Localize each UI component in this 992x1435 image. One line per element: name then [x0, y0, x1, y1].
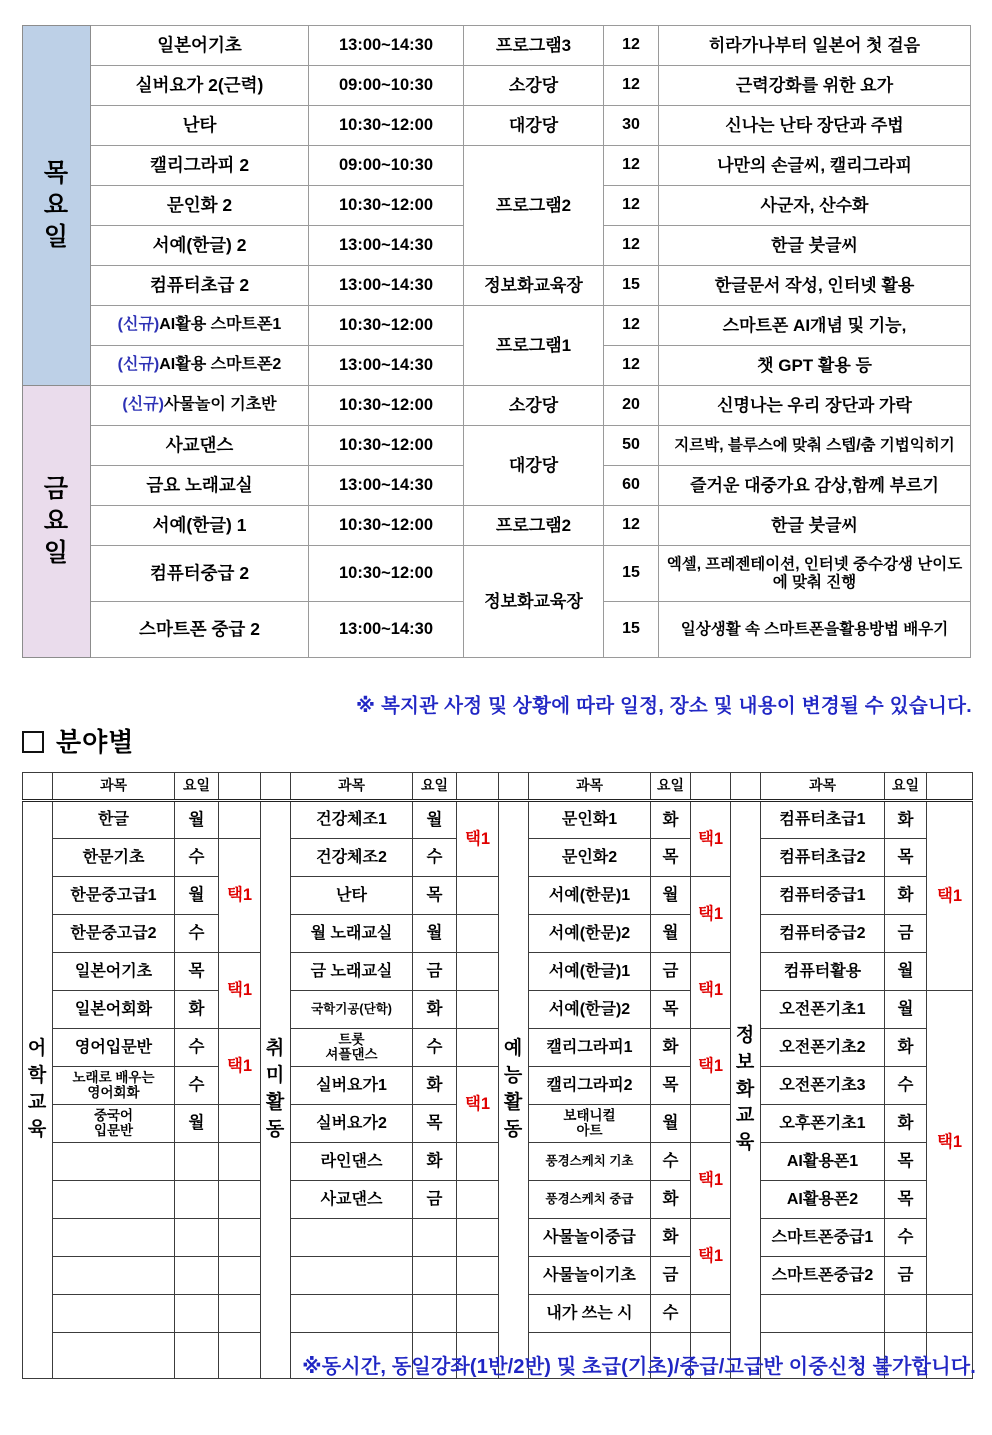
- course-time: 13:00~14:30: [309, 266, 464, 306]
- course-time: 09:00~10:30: [309, 66, 464, 106]
- subject-cell: 일본어기초: [53, 953, 175, 991]
- course-capacity: 20: [604, 386, 659, 426]
- course-time: 10:30~12:00: [309, 506, 464, 546]
- subject-cell: 풍경스케치 중급: [529, 1181, 651, 1219]
- pick-cell-empty: [219, 801, 261, 839]
- course-time: 13:00~14:30: [309, 466, 464, 506]
- course-description: 스마트폰 AI개념 및 기능,: [659, 306, 971, 346]
- section-heading-by-field: [22, 722, 134, 759]
- category-row: [23, 1257, 973, 1295]
- pick-cell-empty: [219, 1143, 261, 1181]
- subject-cell: 내가 쓰는 시: [529, 1295, 651, 1333]
- subject-cell: 오전폰기초3: [761, 1067, 885, 1105]
- day-cell: 화: [413, 1143, 457, 1181]
- day-cell: 월: [885, 991, 927, 1029]
- course-description: 챗 GPT 활용 등: [659, 346, 971, 386]
- day-cell-empty: [175, 1257, 219, 1295]
- subject-cell: 컴퓨터초급2: [761, 839, 885, 877]
- course-place: 정보화교육장: [464, 266, 604, 306]
- subject-cell: 컴퓨터활용: [761, 953, 885, 991]
- schedule-row: [23, 386, 971, 426]
- course-description: 신명나는 우리 장단과 가락: [659, 386, 971, 426]
- course-time: 10:30~12:00: [309, 186, 464, 226]
- course-place: 대강당: [464, 106, 604, 146]
- pick-one-marker: 택1: [691, 1029, 731, 1105]
- day-cell: 수: [175, 1029, 219, 1067]
- course-description: 사군자, 산수화: [659, 186, 971, 226]
- course-name: 컴퓨터초급 2: [91, 266, 309, 306]
- day-cell: 목: [651, 839, 691, 877]
- day-cell: 금: [413, 1181, 457, 1219]
- subject-cell: 서예(한글)2: [529, 991, 651, 1029]
- day-cell: 금: [651, 1257, 691, 1295]
- schedule-row: [23, 146, 971, 186]
- subject-cell: 문인화2: [529, 839, 651, 877]
- course-description: 즐거운 대중가요 감상,함께 부르기: [659, 466, 971, 506]
- course-place: 프로그램1: [464, 306, 604, 386]
- subject-cell-empty: [291, 1219, 413, 1257]
- day-cell: 수: [651, 1295, 691, 1333]
- schedule-row: [23, 106, 971, 146]
- category-row: [23, 991, 973, 1029]
- subject-cell: 국학기공(단학): [291, 991, 413, 1029]
- course-name: 일본어기초: [91, 26, 309, 66]
- course-description: 신나는 난타 장단과 주법: [659, 106, 971, 146]
- course-time: 13:00~14:30: [309, 226, 464, 266]
- category-row: [23, 877, 973, 915]
- category-row: [23, 1029, 973, 1067]
- subject-cell-empty: [53, 1219, 175, 1257]
- day-cell: 월: [413, 915, 457, 953]
- day-cell-empty: [413, 1295, 457, 1333]
- course-description: 나만의 손글씨, 캘리그라피: [659, 146, 971, 186]
- pick-header-0: [219, 773, 261, 801]
- subject-cell: AI활용폰2: [761, 1181, 885, 1219]
- course-name: 서예(한글) 2: [91, 226, 309, 266]
- subject-cell: 일본어회화: [53, 991, 175, 1029]
- weekly-schedule-table: [22, 25, 971, 658]
- subject-cell-empty: [53, 1143, 175, 1181]
- subject-header-0: 과목: [53, 773, 175, 801]
- course-name: 스마트폰 중급 2: [91, 602, 309, 658]
- course-capacity: 12: [604, 306, 659, 346]
- pick-cell-empty: [457, 877, 499, 915]
- day-cell: 화: [413, 1067, 457, 1105]
- course-description: 지르박, 블루스에 맞춰 스텝/춤 기법익히기: [659, 426, 971, 466]
- subject-cell: 한글: [53, 801, 175, 839]
- subject-cell: 서예(한문)1: [529, 877, 651, 915]
- day-cell: 수: [413, 1029, 457, 1067]
- course-place: 프로그램2: [464, 506, 604, 546]
- day-cell: 금: [885, 1257, 927, 1295]
- course-description: 한글 붓글씨: [659, 226, 971, 266]
- subject-cell: 건강체조1: [291, 801, 413, 839]
- subject-cell: 서예(한글)1: [529, 953, 651, 991]
- category-row: [23, 1295, 973, 1333]
- course-capacity: 12: [604, 346, 659, 386]
- subject-cell-empty: [291, 1257, 413, 1295]
- subject-cell: 오후폰기초1: [761, 1105, 885, 1143]
- course-capacity: 12: [604, 66, 659, 106]
- course-time: 10:30~12:00: [309, 426, 464, 466]
- pick-cell-empty: [219, 1257, 261, 1295]
- course-place: 대강당: [464, 426, 604, 506]
- subject-cell: 실버요가2: [291, 1105, 413, 1143]
- schedule-row: [23, 306, 971, 346]
- subject-cell: 풍경스케치 기초: [529, 1143, 651, 1181]
- schedule-row: [23, 546, 971, 602]
- course-place: 프로그램3: [464, 26, 604, 66]
- pick-cell-empty: [691, 1295, 731, 1333]
- course-description: 일상생활 속 스마트폰을활용방법 배우기: [659, 602, 971, 658]
- course-name: (신규)AI활용 스마트폰2: [91, 346, 309, 386]
- course-time: 10:30~12:00: [309, 546, 464, 602]
- group-label-header-3: [731, 773, 761, 801]
- day-cell: 수: [651, 1143, 691, 1181]
- course-time: 13:00~14:30: [309, 26, 464, 66]
- course-name: 사교댄스: [91, 426, 309, 466]
- course-place: 정보화교육장: [464, 546, 604, 658]
- category-row: [23, 915, 973, 953]
- day-cell: 목: [651, 1067, 691, 1105]
- day-cell: 화: [885, 877, 927, 915]
- pick-cell-empty: [457, 991, 499, 1029]
- course-time: 13:00~14:30: [309, 602, 464, 658]
- day-cell-empty: [413, 1219, 457, 1257]
- day-cell: 목: [413, 877, 457, 915]
- course-capacity: 12: [604, 506, 659, 546]
- category-row: [23, 1143, 973, 1181]
- day-cell-empty: [175, 1219, 219, 1257]
- pick-cell-empty: [457, 953, 499, 991]
- subject-cell: 캘리그라피2: [529, 1067, 651, 1105]
- subject-cell: 스마트폰중급2: [761, 1257, 885, 1295]
- day-cell: 월: [175, 877, 219, 915]
- pick-cell-empty: [691, 1105, 731, 1143]
- day-label-금요일: 금 요 일: [23, 386, 91, 658]
- subject-cell-empty: [761, 1295, 885, 1333]
- day-cell: 월: [413, 801, 457, 839]
- schedule-row: [23, 66, 971, 106]
- day-cell: 수: [885, 1067, 927, 1105]
- course-name: 컴퓨터중급 2: [91, 546, 309, 602]
- subject-cell-empty: [53, 1257, 175, 1295]
- subject-cell: 한문중고급2: [53, 915, 175, 953]
- subject-cell: 서예(한문)2: [529, 915, 651, 953]
- course-capacity: 15: [604, 602, 659, 658]
- course-name: 난타: [91, 106, 309, 146]
- day-cell-empty: [413, 1257, 457, 1295]
- course-place: 소강당: [464, 386, 604, 426]
- day-header-0: 요일: [175, 773, 219, 801]
- schedule-row: [23, 506, 971, 546]
- group-label-header-0: [23, 773, 53, 801]
- weekly-schedule-table-wrapper: [22, 25, 970, 658]
- day-cell: 목: [175, 953, 219, 991]
- course-description: 엑셀, 프레젠테이션, 인터넷 중수강생 난이도에 맞춰 진행: [659, 546, 971, 602]
- course-capacity: 12: [604, 146, 659, 186]
- course-name: 실버요가 2(근력): [91, 66, 309, 106]
- schedule-change-notice: ※ 복지관 사정 및 상황에 따라 일정, 장소 및 내용이 변경될 수 있습니다.: [355, 695, 972, 717]
- subject-cell-empty: [291, 1295, 413, 1333]
- course-capacity: 12: [604, 186, 659, 226]
- course-time: 09:00~10:30: [309, 146, 464, 186]
- course-name: 캘리그라피 2: [91, 146, 309, 186]
- day-cell: 목: [885, 1143, 927, 1181]
- course-capacity: 15: [604, 266, 659, 306]
- subject-cell: 한문중고급1: [53, 877, 175, 915]
- day-cell: 금: [651, 953, 691, 991]
- subject-cell: 한문기초: [53, 839, 175, 877]
- schedule-row: [23, 26, 971, 66]
- pick-one-marker: 택1: [691, 1219, 731, 1295]
- course-place: 프로그램2: [464, 146, 604, 266]
- pick-cell-empty: [457, 1219, 499, 1257]
- subject-cell: 스마트폰중급1: [761, 1219, 885, 1257]
- pick-cell-empty: [457, 1181, 499, 1219]
- subject-cell: 영어입문반: [53, 1029, 175, 1067]
- subject-cell: 실버요가1: [291, 1067, 413, 1105]
- pick-header-2: [691, 773, 731, 801]
- course-time: 10:30~12:00: [309, 386, 464, 426]
- day-cell: 목: [885, 839, 927, 877]
- subject-cell: 오전폰기초1: [761, 991, 885, 1029]
- course-capacity: 15: [604, 546, 659, 602]
- course-time: 13:00~14:30: [309, 346, 464, 386]
- course-name: (신규)사물놀이 기초반: [91, 386, 309, 426]
- day-cell-empty: [885, 1295, 927, 1333]
- pick-one-marker: 택1: [927, 991, 973, 1295]
- pick-cell-empty: [219, 1295, 261, 1333]
- pick-one-marker: 택1: [691, 877, 731, 953]
- course-capacity: 60: [604, 466, 659, 506]
- subject-cell-empty: [53, 1181, 175, 1219]
- day-cell-empty: [175, 1295, 219, 1333]
- duplicate-application-notice: ※동시간, 동일강좌(1반/2반) 및 초급(기초)/중급/고급반 이중신청 불가합니다.: [302, 1356, 976, 1378]
- course-name: (신규)AI활용 스마트폰1: [91, 306, 309, 346]
- subject-cell: 사물놀이기초: [529, 1257, 651, 1295]
- day-cell: 월: [175, 1105, 219, 1143]
- day-cell: 월: [651, 1105, 691, 1143]
- pick-header-1: [457, 773, 499, 801]
- day-cell: 수: [175, 1067, 219, 1105]
- subject-cell: 난타: [291, 877, 413, 915]
- day-header-1: 요일: [413, 773, 457, 801]
- section-heading-label: 분야별: [56, 727, 135, 757]
- subject-cell: 컴퓨터중급1: [761, 877, 885, 915]
- day-cell: 금: [413, 953, 457, 991]
- course-description: 근력강화를 위한 요가: [659, 66, 971, 106]
- course-name: 금요 노래교실: [91, 466, 309, 506]
- pick-one-marker: 택1: [457, 1067, 499, 1143]
- day-cell: 수: [175, 915, 219, 953]
- pick-cell-empty: [219, 1219, 261, 1257]
- day-cell: 수: [885, 1219, 927, 1257]
- course-place: 소강당: [464, 66, 604, 106]
- day-cell: 화: [651, 1029, 691, 1067]
- course-description: 한글 붓글씨: [659, 506, 971, 546]
- category-row: [23, 1219, 973, 1257]
- day-cell: 화: [413, 991, 457, 1029]
- subject-cell: AI활용폰1: [761, 1143, 885, 1181]
- pick-cell-empty: [457, 1029, 499, 1067]
- subject-cell: 중국어 입문반: [53, 1105, 175, 1143]
- day-cell: 화: [175, 991, 219, 1029]
- course-capacity: 12: [604, 226, 659, 266]
- pick-cell-empty: [219, 1105, 261, 1143]
- day-cell: 월: [651, 877, 691, 915]
- subject-cell: 사물놀이중급: [529, 1219, 651, 1257]
- group-name-예능활동: 예 능 활 동: [499, 801, 529, 1379]
- day-cell: 수: [413, 839, 457, 877]
- category-row: [23, 953, 973, 991]
- subject-cell: 금 노래교실: [291, 953, 413, 991]
- course-name: 서예(한글) 1: [91, 506, 309, 546]
- course-capacity: 50: [604, 426, 659, 466]
- pick-cell-empty: [457, 1257, 499, 1295]
- pick-cell-empty: [927, 1295, 973, 1333]
- category-table: [22, 772, 973, 1379]
- pick-cell-empty: [457, 1295, 499, 1333]
- day-cell: 월: [175, 801, 219, 839]
- subject-cell-empty: [53, 1295, 175, 1333]
- day-cell: 월: [885, 953, 927, 991]
- category-row: [23, 801, 973, 839]
- pick-one-marker: 택1: [691, 953, 731, 1029]
- subject-cell: 노래로 배우는 영어회화: [53, 1067, 175, 1105]
- subject-cell: 컴퓨터중급2: [761, 915, 885, 953]
- group-name-어학교육: 어 학 교 육: [23, 801, 53, 1379]
- day-label-목요일: 목 요 일: [23, 26, 91, 386]
- course-name: 문인화 2: [91, 186, 309, 226]
- subject-header-1: 과목: [291, 773, 413, 801]
- group-label-header-1: [261, 773, 291, 801]
- day-cell: 화: [651, 801, 691, 839]
- subject-cell: 문인화1: [529, 801, 651, 839]
- course-capacity: 12: [604, 26, 659, 66]
- day-cell: 수: [175, 839, 219, 877]
- square-bullet-icon: [22, 731, 44, 753]
- day-cell: 화: [651, 1219, 691, 1257]
- course-capacity: 30: [604, 106, 659, 146]
- subject-header-3: 과목: [761, 773, 885, 801]
- day-cell: 월: [651, 915, 691, 953]
- course-description: 한글문서 작성, 인터넷 활용: [659, 266, 971, 306]
- pick-one-marker: 택1: [927, 801, 973, 991]
- subject-cell: 사교댄스: [291, 1181, 413, 1219]
- course-description: 히라가나부터 일본어 첫 걸음: [659, 26, 971, 66]
- day-cell: 목: [651, 991, 691, 1029]
- pick-one-marker: 택1: [457, 801, 499, 877]
- pick-cell-empty: [457, 1143, 499, 1181]
- pick-one-marker: 택1: [691, 1143, 731, 1219]
- pick-header-3: [927, 773, 973, 801]
- subject-cell: 라인댄스: [291, 1143, 413, 1181]
- subject-cell: 캘리그라피1: [529, 1029, 651, 1067]
- schedule-row: [23, 426, 971, 466]
- group-label-header-2: [499, 773, 529, 801]
- course-time: 10:30~12:00: [309, 306, 464, 346]
- day-cell: 화: [885, 801, 927, 839]
- pick-cell-empty: [219, 1181, 261, 1219]
- category-row: [23, 1181, 973, 1219]
- pick-cell-empty: [457, 915, 499, 953]
- group-name-취미활동: 취 미 활 동: [261, 801, 291, 1379]
- day-header-2: 요일: [651, 773, 691, 801]
- category-header-row: [23, 773, 973, 801]
- subject-cell: 보태니컬 아트: [529, 1105, 651, 1143]
- subject-cell: 월 노래교실: [291, 915, 413, 953]
- pick-one-marker: 택1: [219, 839, 261, 953]
- subject-cell: 컴퓨터초급1: [761, 801, 885, 839]
- schedule-row: [23, 266, 971, 306]
- pick-one-marker: 택1: [691, 801, 731, 877]
- day-header-3: 요일: [885, 773, 927, 801]
- subject-cell: 건강체조2: [291, 839, 413, 877]
- group-name-정보화교육: 정 보 화 교 육: [731, 801, 761, 1379]
- day-cell: 화: [651, 1181, 691, 1219]
- course-time: 10:30~12:00: [309, 106, 464, 146]
- subject-cell: 트롯 셔플댄스: [291, 1029, 413, 1067]
- category-table-wrapper: [22, 772, 972, 1379]
- day-cell: 화: [885, 1105, 927, 1143]
- category-row: [23, 1067, 973, 1105]
- day-cell: 금: [885, 915, 927, 953]
- day-cell: 목: [885, 1181, 927, 1219]
- subject-header-2: 과목: [529, 773, 651, 801]
- subject-cell: 오전폰기초2: [761, 1029, 885, 1067]
- day-cell-empty: [175, 1143, 219, 1181]
- day-cell: 화: [885, 1029, 927, 1067]
- day-cell-empty: [175, 1181, 219, 1219]
- pick-one-marker: 택1: [219, 953, 261, 1029]
- day-cell: 목: [413, 1105, 457, 1143]
- pick-one-marker: 택1: [219, 1029, 261, 1105]
